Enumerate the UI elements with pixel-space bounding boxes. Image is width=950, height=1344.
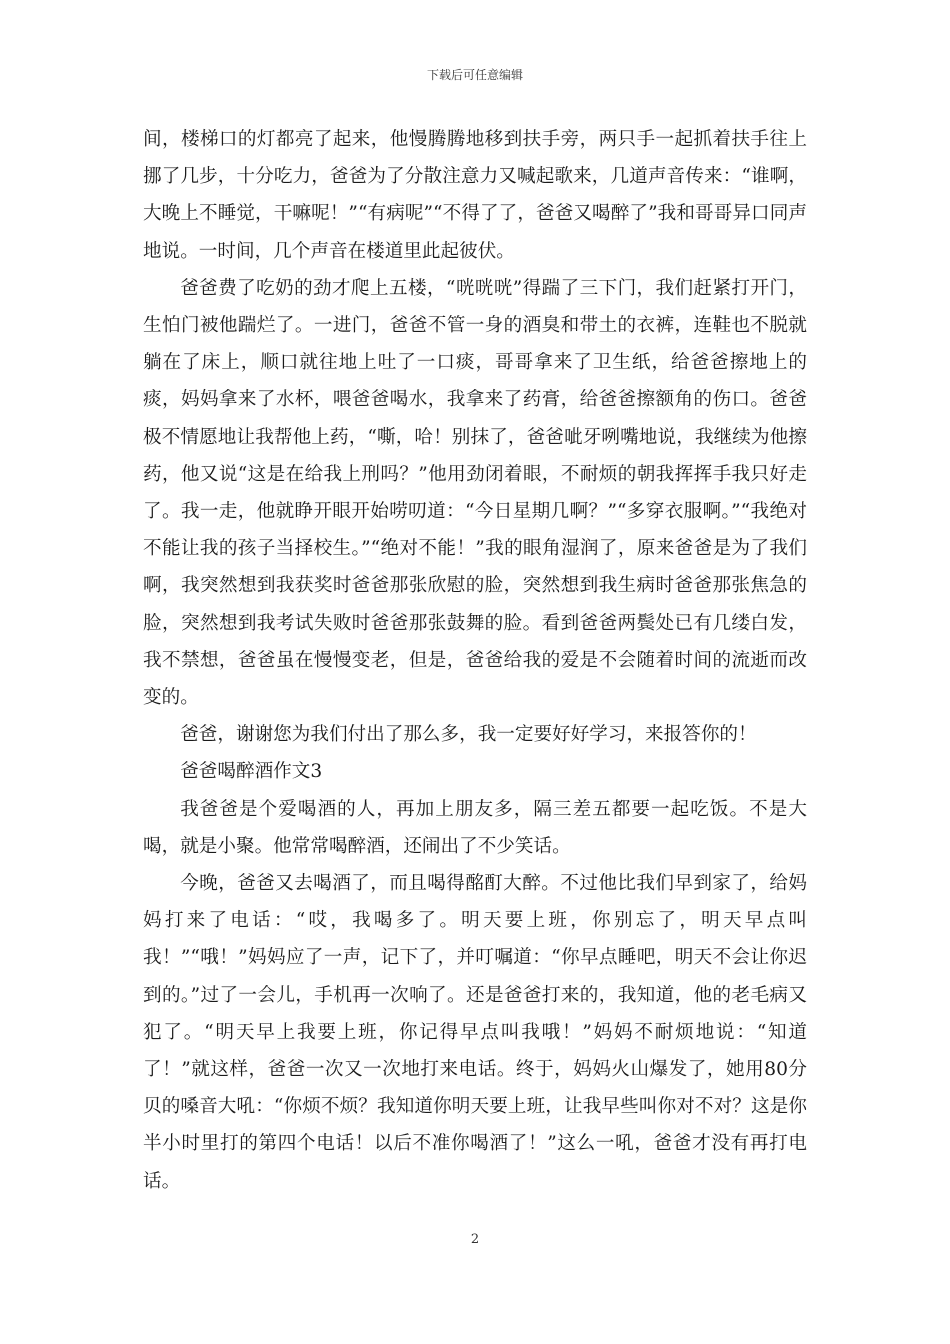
paragraph: 间，楼梯口的灯都亮了起来，他慢腾腾地移到扶手旁，两只手一起抓着扶手往上挪了几步，十分吃力，爸爸为了分散注意力又喊起歌来，几道声音传来：“谁啊，大晚上不睡觉，干嘛呢！”“有病呢”“不得了了，爸爸又喝醉了”我和哥哥异口同声地说。一时间，几个声音在楼道里此起彼伏。 bbox=[143, 129, 807, 262]
paragraph: 爸爸，谢谢您为我们付出了那么多，我一定要好好学习，来报答你的！ bbox=[180, 724, 757, 746]
document-body bbox=[143, 121, 807, 1200]
paragraph: 我爸爸是个爱喝酒的人，再加上朋友多，隔三差五都要一起吃饭。不是大喝，就是小聚。他常常喝醉酒，还闹出了不少笑话。 bbox=[143, 798, 807, 857]
page-number: 2 bbox=[470, 1232, 480, 1247]
paragraph: 今晚，爸爸又去喝酒了，而且喝得酩酊大醉。不过他比我们早到家了，给妈妈打来了电话：“哎，我喝多了。明天要上班，你别忘了，明天早点叫我！”“哦！”妈妈应了一声，记下了，并叮嘱道：“你早点睡吧，明天不会让你迟到的。”过了一会儿，手机再一次响了。还是爸爸打来的，我知道，他的老毛病又犯了。“明天早上我要上班，你记得早点叫我哦！”妈妈不耐烦地说：“知道了！”就这样，爸爸一次又一次地打来电话。终于，妈妈火山爆发了，她用80分贝的嗓音大吼：“你烦不烦？我知道你明天要上班，让我早些叫你对不对？这是你半小时里打的第四个电话！以后不准你喝酒了！”这么一吼，爸爸才没有再打电话。 bbox=[143, 873, 807, 1192]
page-header: 下载后可任意编辑 bbox=[426, 68, 523, 82]
section-title: 爸爸喝醉酒作文3 bbox=[180, 761, 323, 783]
paragraph: 爸爸费了吃奶的劲才爬上五楼，“咣咣咣”得踹了三下门，我们赶紧打开门，生怕门被他踹烂了。一进门，爸爸不管一身的酒臭和带土的衣裤，连鞋也不脱就躺在了床上，顺口就往地上吐了一口痰，哥哥拿来了卫生纸，给爸爸擦地上的痰，妈妈拿来了水杯，喂爸爸喝水，我拿来了药膏，给爸爸擦额角的伤口。爸爸极不情愿地让我帮他上药，“嘶，哈！别抹了，爸爸呲牙咧嘴地说，我继续为他擦药，他又说“这是在给我上刑吗？”他用劲闭着眼，不耐烦的朝我挥挥手我只好走了。我一走，他就睁开眼开始唠叨道：“今日星期几啊？”“多穿衣服啊。”“我绝对不能让我的孩子当择校生。”“绝对不能！”我的眼角湿润了，原来爸爸是为了我们啊，我突然想到我获奖时爸爸那张欣慰的脸，突然想到我生病时爸爸那张焦急的脸，突然想到我考试失败时爸爸那张鼓舞的脸。看到爸爸两鬓处已有几缕白发，我不禁想，爸爸虽在慢慢变老，但是，爸爸给我的爱是不会随着时间的流逝而改变的。 bbox=[143, 277, 807, 709]
